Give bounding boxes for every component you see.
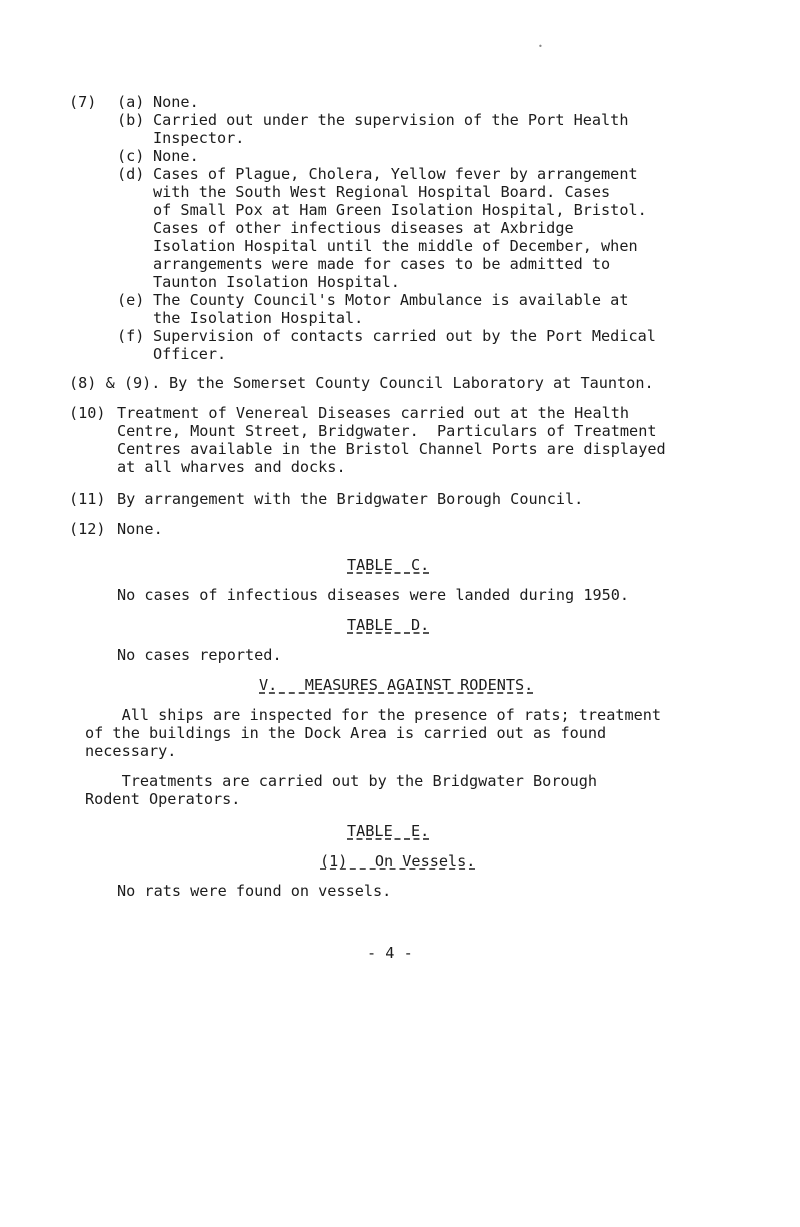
table-d-text: No cases reported. <box>117 646 282 664</box>
item-7a-label: (a) <box>117 93 145 111</box>
item-11-text: By arrangement with the Bridgwater Borough Council. <box>117 490 584 508</box>
item-7d-line-7: Taunton Isolation Hospital. <box>153 273 400 291</box>
section-v-para1-line-1: All ships are inspected for the presence of rats; treatment <box>85 706 662 724</box>
section-v-para2-line-2: Rodent Operators. <box>85 790 241 808</box>
section-v-para1-line-2: of the buildings in the Dock Area is carried out as found <box>85 724 607 742</box>
item-12-number: (12) <box>69 520 106 538</box>
item-7b-line-2: Inspector. <box>153 129 245 147</box>
table-c-heading: TABLE C. <box>347 556 430 574</box>
section-v-heading: V. MEASURES AGAINST RODENTS. <box>259 676 534 694</box>
section-v-para2-line-1: Treatments are carried out by the Bridgwater Borough <box>85 772 598 790</box>
table-e-heading: TABLE E. <box>347 822 430 840</box>
item-7-number: (7) <box>69 93 97 111</box>
item-7c-label: (c) <box>117 147 145 165</box>
item-7d-line-1: Cases of Plague, Cholera, Yellow fever by arrangement <box>153 165 638 183</box>
fold-mark: • <box>538 42 543 51</box>
item-11-number: (11) <box>69 490 106 508</box>
table-c-text: No cases of infectious diseases were landed during 1950. <box>117 586 630 604</box>
item-10-line-3: Centres available in the Bristol Channel Ports are displayed <box>117 440 666 458</box>
item-7d-line-2: with the South West Regional Hospital Board. Cases <box>153 183 611 201</box>
item-7d-line-6: arrangements were made for cases to be admitted to <box>153 255 611 273</box>
item-8-9-text: By the Somerset County Council Laboratory at Taunton. <box>169 374 654 392</box>
item-7d-line-3: of Small Pox at Ham Green Isolation Hospital, Bristol. <box>153 201 647 219</box>
table-e-subheading: (1) On Vessels. <box>320 852 476 870</box>
item-10-line-1: Treatment of Venereal Diseases carried out at the Health <box>117 404 630 422</box>
item-7e-line-2: the Isolation Hospital. <box>153 309 364 327</box>
item-7e-label: (e) <box>117 291 145 309</box>
item-12-text: None. <box>117 520 163 538</box>
item-7f-line-1: Supervision of contacts carried out by the Port Medical <box>153 327 656 345</box>
item-7d-line-4: Cases of other infectious diseases at Axbridge <box>153 219 574 237</box>
table-e-text: No rats were found on vessels. <box>117 882 392 900</box>
item-7a-line-1: None. <box>153 93 199 111</box>
item-10-line-2: Centre, Mount Street, Bridgwater. Particulars of Treatment <box>117 422 657 440</box>
table-d-heading: TABLE D. <box>347 616 430 634</box>
item-7c-line-1: None. <box>153 147 199 165</box>
item-7f-label: (f) <box>117 327 145 345</box>
item-7b-label: (b) <box>117 111 145 129</box>
item-7b-line-1: Carried out under the supervision of the Port Health <box>153 111 629 129</box>
item-7d-line-5: Isolation Hospital until the middle of December, when <box>153 237 638 255</box>
page-number: - 4 - <box>367 944 413 962</box>
item-10-number: (10) <box>69 404 106 422</box>
section-v-para1-line-3: necessary. <box>85 742 177 760</box>
item-7f-line-2: Officer. <box>153 345 227 363</box>
item-7e-line-1: The County Council's Motor Ambulance is available at <box>153 291 629 309</box>
item-10-line-4: at all wharves and docks. <box>117 458 346 476</box>
item-7d-label: (d) <box>117 165 145 183</box>
item-8-9-number: (8) & (9). <box>69 374 161 392</box>
